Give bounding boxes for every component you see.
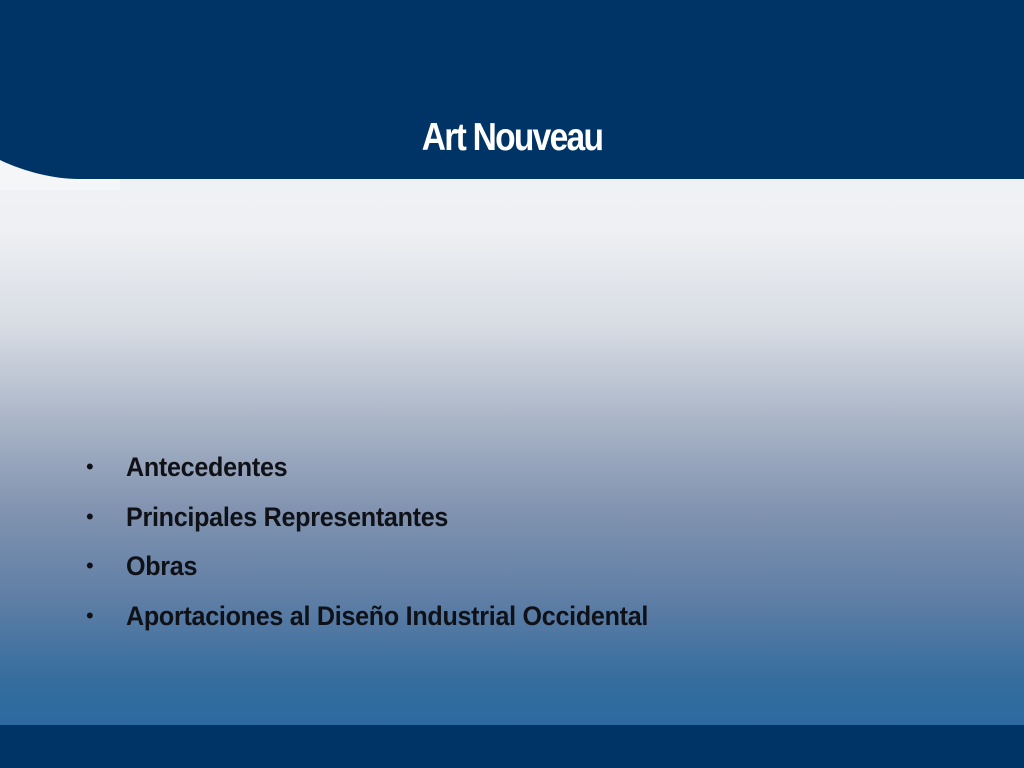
- bullet-marker: •: [86, 602, 94, 628]
- bullet-text: Antecedentes: [126, 452, 288, 482]
- bullet-text: Obras: [126, 551, 198, 581]
- bullet-text: Principales Representantes: [126, 501, 449, 532]
- slide-title: Art Nouveau: [421, 116, 603, 159]
- bullet-item-principales-representantes: [86, 502, 687, 552]
- bullet-marker: •: [86, 503, 94, 529]
- bullet-marker: •: [86, 454, 94, 479]
- footer-band: [0, 725, 1024, 768]
- bullet-item-obras: [86, 551, 687, 601]
- bullet-text: Aportaciones al Diseño Industrial Occidental: [126, 600, 649, 631]
- bullet-list: [86, 452, 687, 650]
- bullet-marker: •: [86, 553, 94, 578]
- bullet-item-antecedentes: [86, 452, 687, 502]
- bullet-item-aportaciones: [86, 601, 687, 651]
